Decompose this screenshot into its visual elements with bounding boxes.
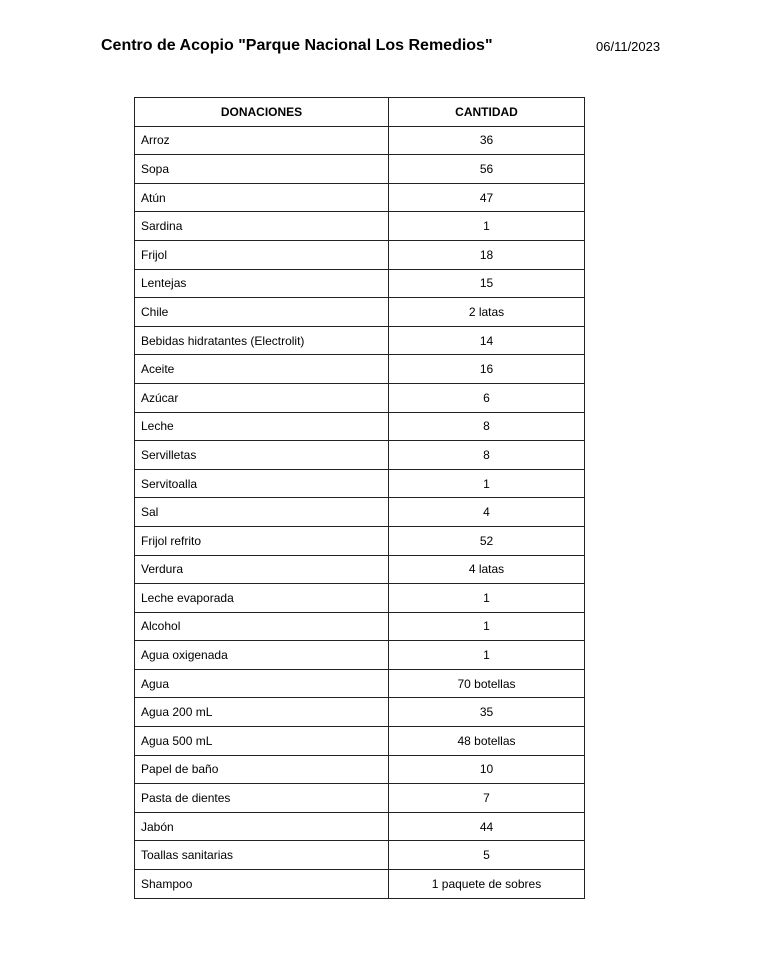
donation-item-cell: Bebidas hidratantes (Electrolit) [135, 326, 389, 355]
table-row [135, 441, 585, 470]
donation-item-cell: Servitoalla [135, 469, 389, 498]
donation-item-cell: Pasta de dientes [135, 784, 389, 813]
table-row [135, 584, 585, 613]
table-row [135, 526, 585, 555]
quantity-cell: 16 [389, 355, 585, 384]
quantity-cell: 14 [389, 326, 585, 355]
quantity-cell: 35 [389, 698, 585, 727]
header-row [135, 98, 585, 127]
quantity-cell: 1 [389, 212, 585, 241]
quantity-cell: 6 [389, 383, 585, 412]
donation-item-cell: Shampoo [135, 870, 389, 899]
table-row [135, 383, 585, 412]
table-row [135, 240, 585, 269]
donation-item-cell: Leche [135, 412, 389, 441]
donation-item-cell: Arroz [135, 126, 389, 155]
donation-item-cell: Agua [135, 669, 389, 698]
quantity-cell: 15 [389, 269, 585, 298]
quantity-cell: 52 [389, 526, 585, 555]
table-row [135, 812, 585, 841]
table-row [135, 612, 585, 641]
quantity-cell: 44 [389, 812, 585, 841]
donation-item-cell: Azúcar [135, 383, 389, 412]
page-title: Centro de Acopio "Parque Nacional Los Remedios" [101, 37, 493, 54]
quantity-cell: 8 [389, 441, 585, 470]
quantity-cell: 4 latas [389, 555, 585, 584]
document-date: 06/11/2023 [596, 39, 661, 54]
quantity-cell: 5 [389, 841, 585, 870]
quantity-cell: 1 [389, 641, 585, 670]
table-row [135, 870, 585, 899]
quantity-cell: 1 [389, 469, 585, 498]
table-row [135, 183, 585, 212]
table-row [135, 269, 585, 298]
donation-item-cell: Verdura [135, 555, 389, 584]
table-row [135, 755, 585, 784]
donation-item-cell: Agua 500 mL [135, 727, 389, 756]
quantity-cell: 4 [389, 498, 585, 527]
quantity-cell: 1 paquete de sobres [389, 870, 585, 899]
donation-item-cell: Servilletas [135, 441, 389, 470]
table-row [135, 126, 585, 155]
table-row [135, 355, 585, 384]
quantity-cell: 36 [389, 126, 585, 155]
quantity-cell: 47 [389, 183, 585, 212]
donation-item-cell: Chile [135, 298, 389, 327]
table-row [135, 412, 585, 441]
table-row [135, 669, 585, 698]
donation-item-cell: Jabón [135, 812, 389, 841]
column-header-donaciones: DONACIONES [135, 98, 389, 127]
table-row [135, 212, 585, 241]
quantity-cell: 7 [389, 784, 585, 813]
table-row [135, 841, 585, 870]
donation-item-cell: Lentejas [135, 269, 389, 298]
quantity-cell: 56 [389, 155, 585, 184]
table-row [135, 469, 585, 498]
table-row [135, 555, 585, 584]
quantity-cell: 1 [389, 612, 585, 641]
quantity-cell: 1 [389, 584, 585, 613]
donations-table [134, 97, 585, 899]
quantity-cell: 48 botellas [389, 727, 585, 756]
table-row [135, 698, 585, 727]
quantity-cell: 70 botellas [389, 669, 585, 698]
quantity-cell: 8 [389, 412, 585, 441]
table-row [135, 155, 585, 184]
donation-item-cell: Papel de baño [135, 755, 389, 784]
donation-item-cell: Frijol [135, 240, 389, 269]
donation-item-cell: Agua 200 mL [135, 698, 389, 727]
donation-item-cell: Toallas sanitarias [135, 841, 389, 870]
table-header [135, 98, 585, 127]
donation-item-cell: Sal [135, 498, 389, 527]
donation-item-cell: Sardina [135, 212, 389, 241]
table-row [135, 727, 585, 756]
table-row [135, 784, 585, 813]
table-row [135, 326, 585, 355]
table-body [135, 126, 585, 898]
donation-item-cell: Alcohol [135, 612, 389, 641]
quantity-cell: 2 latas [389, 298, 585, 327]
quantity-cell: 10 [389, 755, 585, 784]
donation-item-cell: Leche evaporada [135, 584, 389, 613]
donation-item-cell: Frijol refrito [135, 526, 389, 555]
donation-item-cell: Aceite [135, 355, 389, 384]
column-header-cantidad: CANTIDAD [389, 98, 585, 127]
table-row [135, 498, 585, 527]
donation-item-cell: Atún [135, 183, 389, 212]
donation-item-cell: Agua oxigenada [135, 641, 389, 670]
table-row [135, 641, 585, 670]
donation-item-cell: Sopa [135, 155, 389, 184]
quantity-cell: 18 [389, 240, 585, 269]
table-row [135, 298, 585, 327]
